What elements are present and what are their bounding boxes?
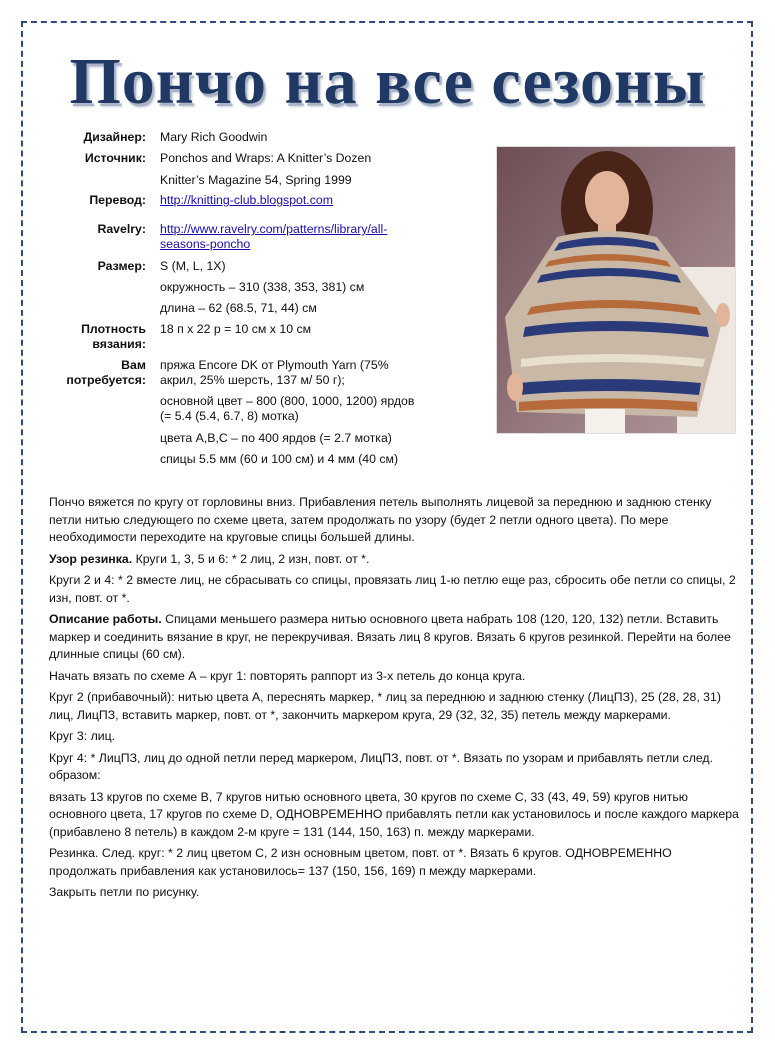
materials-yarn: пряжа Encore DK от Plymouth Yarn (75% акрил, 25% шерсть, 137 м/ 50 г); (160, 358, 389, 387)
round-2-paragraph: Круг 2 (прибавочный): нитью цвета А, переснять маркер, * лиц за переднюю и заднюю стенку (ЛицПЗ), 25 (28, 28, 31) лиц, ЛицПЗ, вставить маркер, повт. от *, закончить маркером круга, 29 (32, 32, 35) петель между маркерами. (49, 690, 721, 722)
bind-off-paragraph: Закрыть петли по рисунку. (49, 885, 200, 899)
materials-label: Вам потребуется: (66, 358, 146, 387)
rib-pattern-paragraph (49, 551, 739, 569)
page-title: Пончо на все сезоны (69, 45, 706, 118)
rib-pattern-heading: Узор резинка. (49, 551, 133, 566)
increase-paragraph: вязать 13 кругов по схеме В, 7 кругов нитью основного цвета, 30 кругов по схеме С, 33 (43, 49, 59) кругов нитью основного цвета, 17 кругов по схеме D, ОДНОВРЕМЕННО прибавлять петли как установилось и после каждого маркера (прибавлено 8 петель) в каждом 2-м круге = 131 (144, 150, 163) п. между маркерами. (49, 789, 739, 839)
gauge-value: 18 п х 22 р = 10 см х 10 см (160, 322, 312, 336)
pattern-instructions (49, 494, 739, 906)
ravelry-link-line-2[interactable]: seasons-poncho (160, 237, 251, 251)
materials-main-color: основной цвет – 800 (800, 1000, 1200) ярдов (= 5.4 (5.4, 6.7, 8) мотка) (160, 394, 415, 423)
size-value: S (M, L, 1X) (160, 259, 226, 273)
ravelry-link-line-1[interactable]: http://www.ravelry.com/patterns/library/all- (160, 222, 388, 236)
intro-paragraph: Пончо вяжется по кругу от горловины вниз. Прибавления петель выполнять лицевой за переднюю и заднюю стенку петли нитью следующего по схеме цвета, затем продолжать по узору (будет 2 петли одного цвета). По мере необходимости переходите на круговые спицы большей длины. (49, 495, 712, 544)
designer-label: Дизайнер: (83, 130, 146, 144)
translation-label: Перевод: (89, 193, 146, 207)
source-value-2: Knitter’s Magazine 54, Spring 1999 (160, 173, 352, 187)
rib-pattern-text: Круги 1, 3, 5 и 6: * 2 лиц, 2 изн, повт. от *. (132, 551, 370, 566)
work-description-paragraph (49, 611, 739, 664)
circumference-value: окружность – 310 (338, 353, 381) см (160, 280, 365, 294)
translation-link[interactable]: http://knitting-club.blogspot.com (160, 193, 333, 207)
chart-a-paragraph: Начать вязать по схеме А – круг 1: повторять раппорт из 3-х петель до конца круга. (49, 668, 526, 683)
poncho-illustration (497, 147, 735, 433)
source-label: Источник: (84, 151, 146, 165)
source-value-1: Ponchos and Wraps: A Knitter’s Dozen (160, 151, 372, 165)
ribbing-paragraph: Резинка. След. круг: * 2 лиц цветом С, 2 изн основным цветом, повт. от *. Вязать 6 кругов. ОДНОВРЕМЕННО продолжать прибавления как установилось= 137 (150, 156, 169) п между маркерами. (49, 846, 672, 878)
round-4-paragraph: Круг 4: * ЛицПЗ, лиц до одной петли перед маркером, ЛицПЗ, повт. от *. Вязать по узорам и прибавлять петли след. образом: (49, 750, 714, 782)
materials-colors: цвета A,B,C – по 400 ярдов (= 2.7 мотка) (160, 431, 392, 445)
rib-rounds-paragraph: Круги 2 и 4: * 2 вместе лиц, не сбрасывать со спицы, провязать лиц 1-ю петлю еще раз, сбросить обе петли со спицы, 2 изн, повт. от *. (49, 573, 736, 605)
work-description-text: Спицами меньшего размера нитью основного цвета набрать 108 (120, 120, 132) петли. Вставить маркер и соединить вязание в круг, не перекручивая. Вязать лиц 8 кругов. Вязать 6 кругов резинкой. Перейти на более длинные спицы (60 см). (49, 612, 731, 661)
designer-value: Mary Rich Goodwin (160, 130, 268, 144)
length-value: длина – 62 (68.5, 71, 44) см (160, 301, 317, 315)
gauge-label: Плотность вязания: (81, 322, 146, 351)
size-label: Размер: (97, 259, 146, 273)
materials-needles: спицы 5.5 мм (60 и 100 см) и 4 мм (40 см) (160, 452, 399, 466)
round-3-paragraph: Круг 3: лиц. (49, 729, 116, 743)
work-description-heading: Описание работы. (49, 612, 162, 626)
poncho-photo (496, 146, 736, 434)
ravelry-link[interactable] (160, 222, 450, 252)
ravelry-label: Ravelry: (97, 222, 146, 236)
